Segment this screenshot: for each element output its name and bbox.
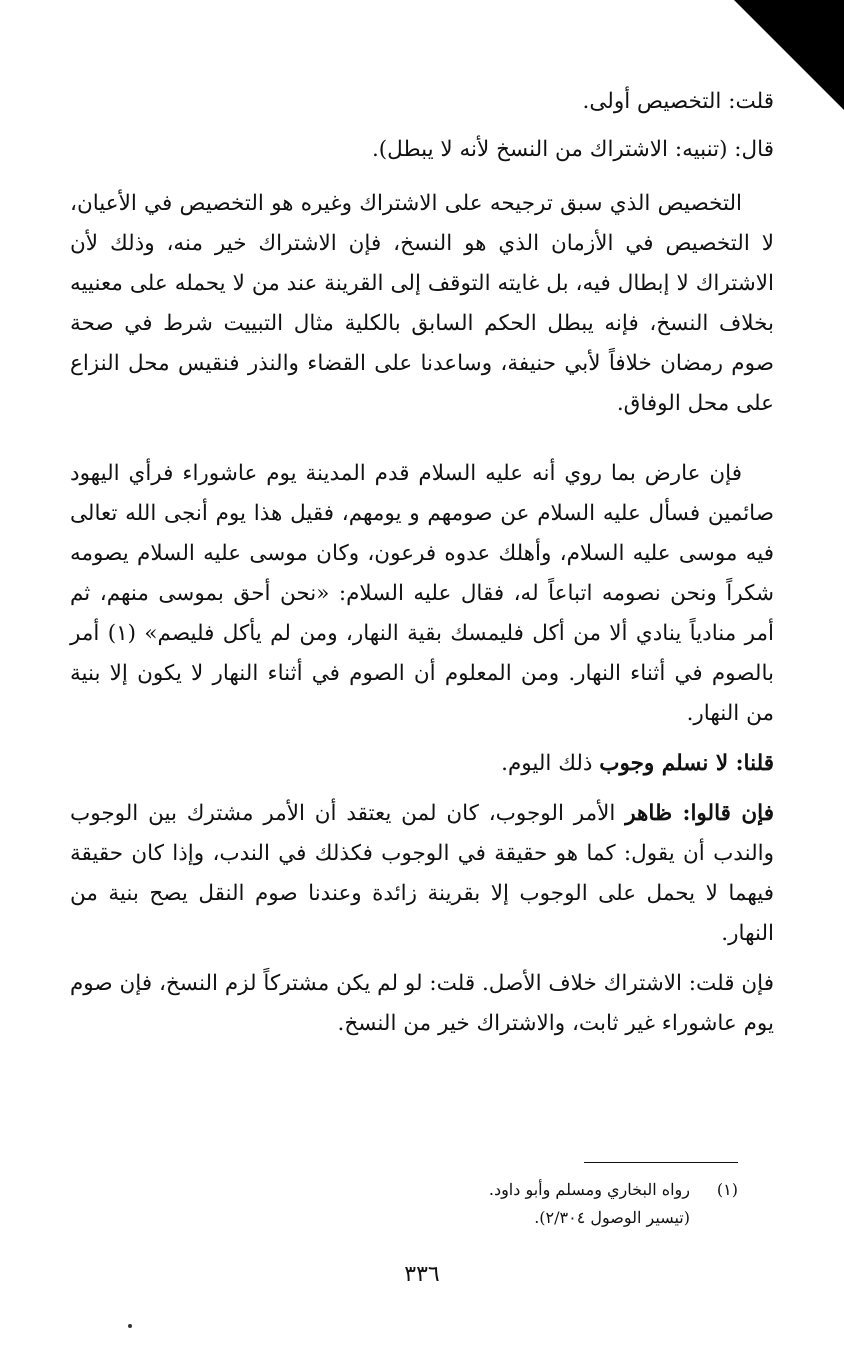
footnote-line-1 [178, 1176, 738, 1204]
footnote-line-2: (تيسير الوصول ٢/٣٠٤). [534, 1208, 690, 1227]
paragraph-5: فإن قلت: الاشتراك خلاف الأصل. قلت: لو لم يكن مشتركاً لزم النسخ، فإن صوم يوم عاشوراء غير ثابت، والاشتراك خير من النسخ. [70, 971, 774, 1036]
paragraph-4 [70, 794, 774, 954]
footnote-text: رواه البخاري ومسلم وأبو داود. [488, 1180, 690, 1199]
paragraph-intro-1: قلت: التخصيص أولى. [582, 89, 774, 114]
footnote-divider [584, 1162, 738, 1163]
paragraph-intro-2: قال: (تنبيه: الاشتراك من النسخ لأنه لا يبطل). [371, 137, 774, 162]
paragraph-2: فإن عارض بما روي أنه عليه السلام قدم المدينة يوم عاشوراء فرأي اليهود صائمين فسأل عليه السلام عن صومهم و يومهم، فقيل هذا يوم أنجى الله تعالى فيه موسى عليه السلام، وأهلك عدوه فرعون، وكان موسى عليه السلام يصومه شكراً ونحن نصومه اتباعاً له، فقال عليه السلام: «نحن أحق بموسى منهم، ثم أمر منادياً ينادي ألا من أكل فليمسك بقية النهار، ومن لم يأكل فليصم» (١) أمر بالصوم في أثناء النهار. ومن المعلوم أن الصوم في أثناء النهار لا يكون إلا بنية من النهار. [70, 461, 775, 726]
paragraph-1: التخصيص الذي سبق ترجيحه على الاشتراك وغيره هو التخصيص في الأعيان، لا التخصيص في الأزمان الذي هو النسخ، فإن الاشتراك خير منه، وذلك لأن الاشتراك لا إبطال فيه، بل غايته التوقف إلى القرينة عند من لا يحمله على معنييه بخلاف النسخ، فإنه يبطل الحكم السابق بالكلية مثال التبييت شرط في صحة صوم رمضان خلافاً لأبي حنيفة، وساعدنا على القضاء والنذر فنقيس محل النزاع على محل الوفاق. [70, 191, 774, 416]
paragraph-4-lead: فإن قالوا: ظاهر [625, 801, 775, 826]
footnotes [178, 1176, 738, 1232]
paragraph-4-text: الأمر الوجوب، كان لمن يعتقد أن الأمر مشترك بين الوجوب والندب أن يقول: كما هو حقيقة في الوجوب فكذلك في الندب، وإذا كان حقيقة فيهما لا يحمل على الوجوب إلا بقرينة زائدة وعندنا صوم النقل يصح بنية من النهار. [70, 801, 774, 946]
paragraph-3-lead: قلنا: لا نسلم وجوب [599, 751, 774, 776]
footnote-number: (١) [716, 1180, 738, 1199]
paragraph-3 [70, 744, 774, 784]
page-body [70, 82, 774, 1044]
scan-speck [128, 1324, 132, 1328]
page-number: ٣٣٦ [404, 1262, 440, 1287]
paragraph-3-text: ذلك اليوم. [501, 751, 600, 776]
